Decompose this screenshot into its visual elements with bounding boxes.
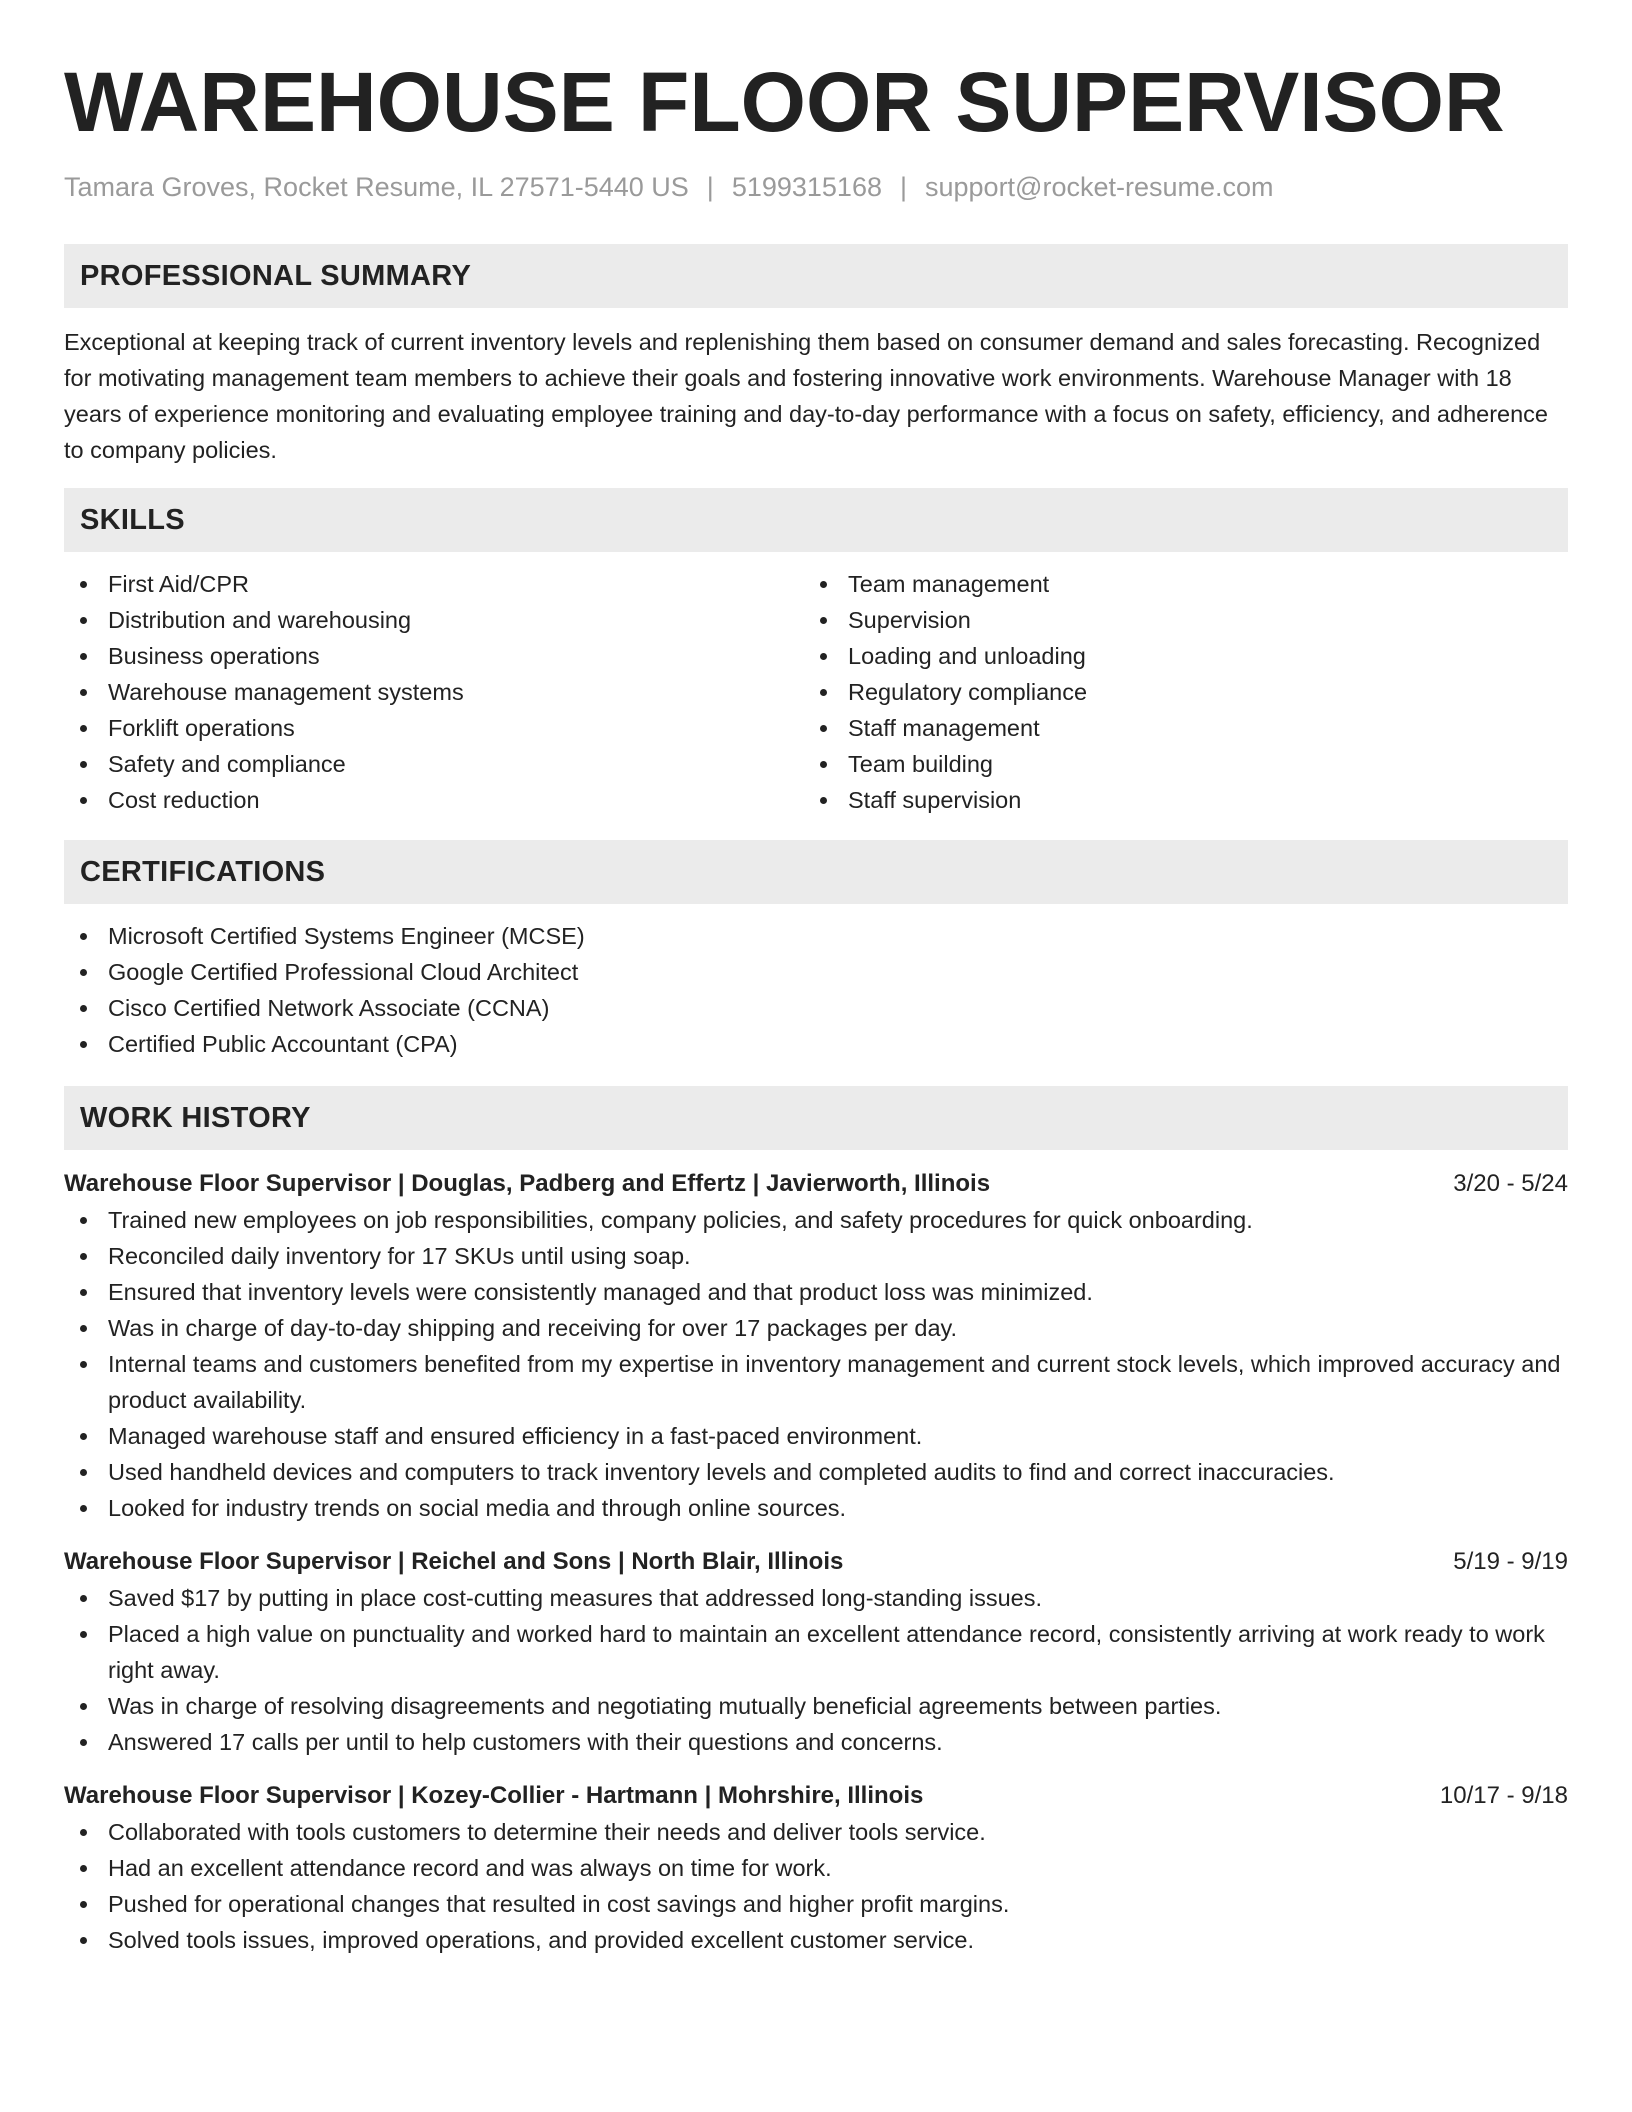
certification-item: Cisco Certified Network Associate (CCNA) xyxy=(64,990,1568,1026)
job-header xyxy=(64,1544,1568,1580)
contact-address: Tamara Groves, Rocket Resume, IL 27571-5440 US xyxy=(64,172,689,202)
job-dates: 5/19 - 9/19 xyxy=(1453,1548,1568,1575)
job-duty-item: Solved tools issues, improved operations, and provided excellent customer service. xyxy=(64,1922,1568,1958)
job-duty-item: Placed a high value on punctuality and worked hard to maintain an excellent attendance record, consistently arriving at work ready to work right away. xyxy=(64,1616,1568,1688)
contact-phone: 5199315168 xyxy=(731,172,882,202)
contact-email: support@rocket-resume.com xyxy=(925,172,1274,202)
job-entry xyxy=(64,1166,1568,1526)
certification-item: Certified Public Accountant (CPA) xyxy=(64,1026,1568,1062)
skills-list xyxy=(64,566,1568,818)
job-duty-item: Answered 17 calls per until to help customers with their questions and concerns. xyxy=(64,1724,1568,1760)
job-duty-item: Managed warehouse staff and ensured efficiency in a fast-paced environment. xyxy=(64,1418,1568,1454)
skill-item: Regulatory compliance xyxy=(804,674,1544,710)
contact-separator: | xyxy=(706,172,714,202)
job-entry xyxy=(64,1544,1568,1760)
job-duties xyxy=(64,1202,1568,1526)
skill-item: Business operations xyxy=(64,638,804,674)
job-duty-item: Trained new employees on job responsibilities, company policies, and safety procedures for quick onboarding. xyxy=(64,1202,1568,1238)
summary-text: Exceptional at keeping track of current inventory levels and replenishing them based on consumer demand and sales forecasting. Recognized for motivating management team members to achieve their goals and fostering innovative work environments. Warehouse Manager with 18 years of experience monitoring and evaluating employee training and day-to-day performance with a focus on safety, efficiency, and adherence to company policies. xyxy=(64,329,1548,463)
job-header xyxy=(64,1166,1568,1202)
skill-item: Loading and unloading xyxy=(804,638,1544,674)
skill-item: Team management xyxy=(804,566,1544,602)
skill-item: Staff management xyxy=(804,710,1544,746)
skill-item: Cost reduction xyxy=(64,782,804,818)
section-heading-certifications: CERTIFICATIONS xyxy=(64,840,1568,904)
job-duty-item: Internal teams and customers benefited from my expertise in inventory management and current stock levels, which improved accuracy and product availability. xyxy=(64,1346,1568,1418)
job-title: Warehouse Floor Supervisor | Kozey-Collier - Hartmann | Mohrshire, Illinois xyxy=(64,1782,924,1809)
job-duty-item: Looked for industry trends on social media and through online sources. xyxy=(64,1490,1568,1526)
skill-item: Distribution and warehousing xyxy=(64,602,804,638)
skill-item: First Aid/CPR xyxy=(64,566,804,602)
job-duty-item: Reconciled daily inventory for 17 SKUs until using soap. xyxy=(64,1238,1568,1274)
job-duty-item: Used handheld devices and computers to track inventory levels and completed audits to find and correct inaccuracies. xyxy=(64,1454,1568,1490)
job-dates: 10/17 - 9/18 xyxy=(1439,1782,1568,1809)
job-dates: 3/20 - 5/24 xyxy=(1453,1170,1568,1197)
certification-item: Microsoft Certified Systems Engineer (MCSE) xyxy=(64,918,1568,954)
job-title: Warehouse Floor Supervisor | Douglas, Padberg and Effertz | Javierworth, Illinois xyxy=(64,1170,991,1197)
job-duty-item: Was in charge of day-to-day shipping and receiving for over 17 packages per day. xyxy=(64,1310,1568,1346)
job-duty-item: Pushed for operational changes that resulted in cost savings and higher profit margins. xyxy=(64,1886,1568,1922)
contact-separator: | xyxy=(899,172,907,202)
section-heading-skills: SKILLS xyxy=(64,488,1568,552)
job-duties xyxy=(64,1814,1568,1958)
job-duties xyxy=(64,1580,1568,1760)
job-entry xyxy=(64,1778,1568,1958)
job-duty-item: Had an excellent attendance record and was always on time for work. xyxy=(64,1850,1568,1886)
job-header xyxy=(64,1778,1568,1814)
skill-item: Warehouse management systems xyxy=(64,674,804,710)
section-heading-work-history: WORK HISTORY xyxy=(64,1086,1568,1150)
certification-item: Google Certified Professional Cloud Architect xyxy=(64,954,1568,990)
skill-item: Supervision xyxy=(804,602,1544,638)
job-duty-item: Was in charge of resolving disagreements and negotiating mutually beneficial agreements between parties. xyxy=(64,1688,1568,1724)
job-duty-item: Saved $17 by putting in place cost-cutting measures that addressed long-standing issues. xyxy=(64,1580,1568,1616)
certifications-list xyxy=(64,918,1568,1062)
job-duty-item: Ensured that inventory levels were consistently managed and that product loss was minimized. xyxy=(64,1274,1568,1310)
skill-item: Staff supervision xyxy=(804,782,1544,818)
skills-column-left xyxy=(64,566,804,818)
skill-item: Safety and compliance xyxy=(64,746,804,782)
resume-title: WAREHOUSE FLOOR SUPERVISOR xyxy=(64,55,1505,149)
job-title: Warehouse Floor Supervisor | Reichel and Sons | North Blair, Illinois xyxy=(64,1548,844,1575)
contact-line xyxy=(64,170,1568,204)
skill-item: Forklift operations xyxy=(64,710,804,746)
skills-column-right xyxy=(804,566,1544,818)
skill-item: Team building xyxy=(804,746,1544,782)
job-duty-item: Collaborated with tools customers to determine their needs and deliver tools service. xyxy=(64,1814,1568,1850)
section-heading-summary: PROFESSIONAL SUMMARY xyxy=(64,244,1568,308)
